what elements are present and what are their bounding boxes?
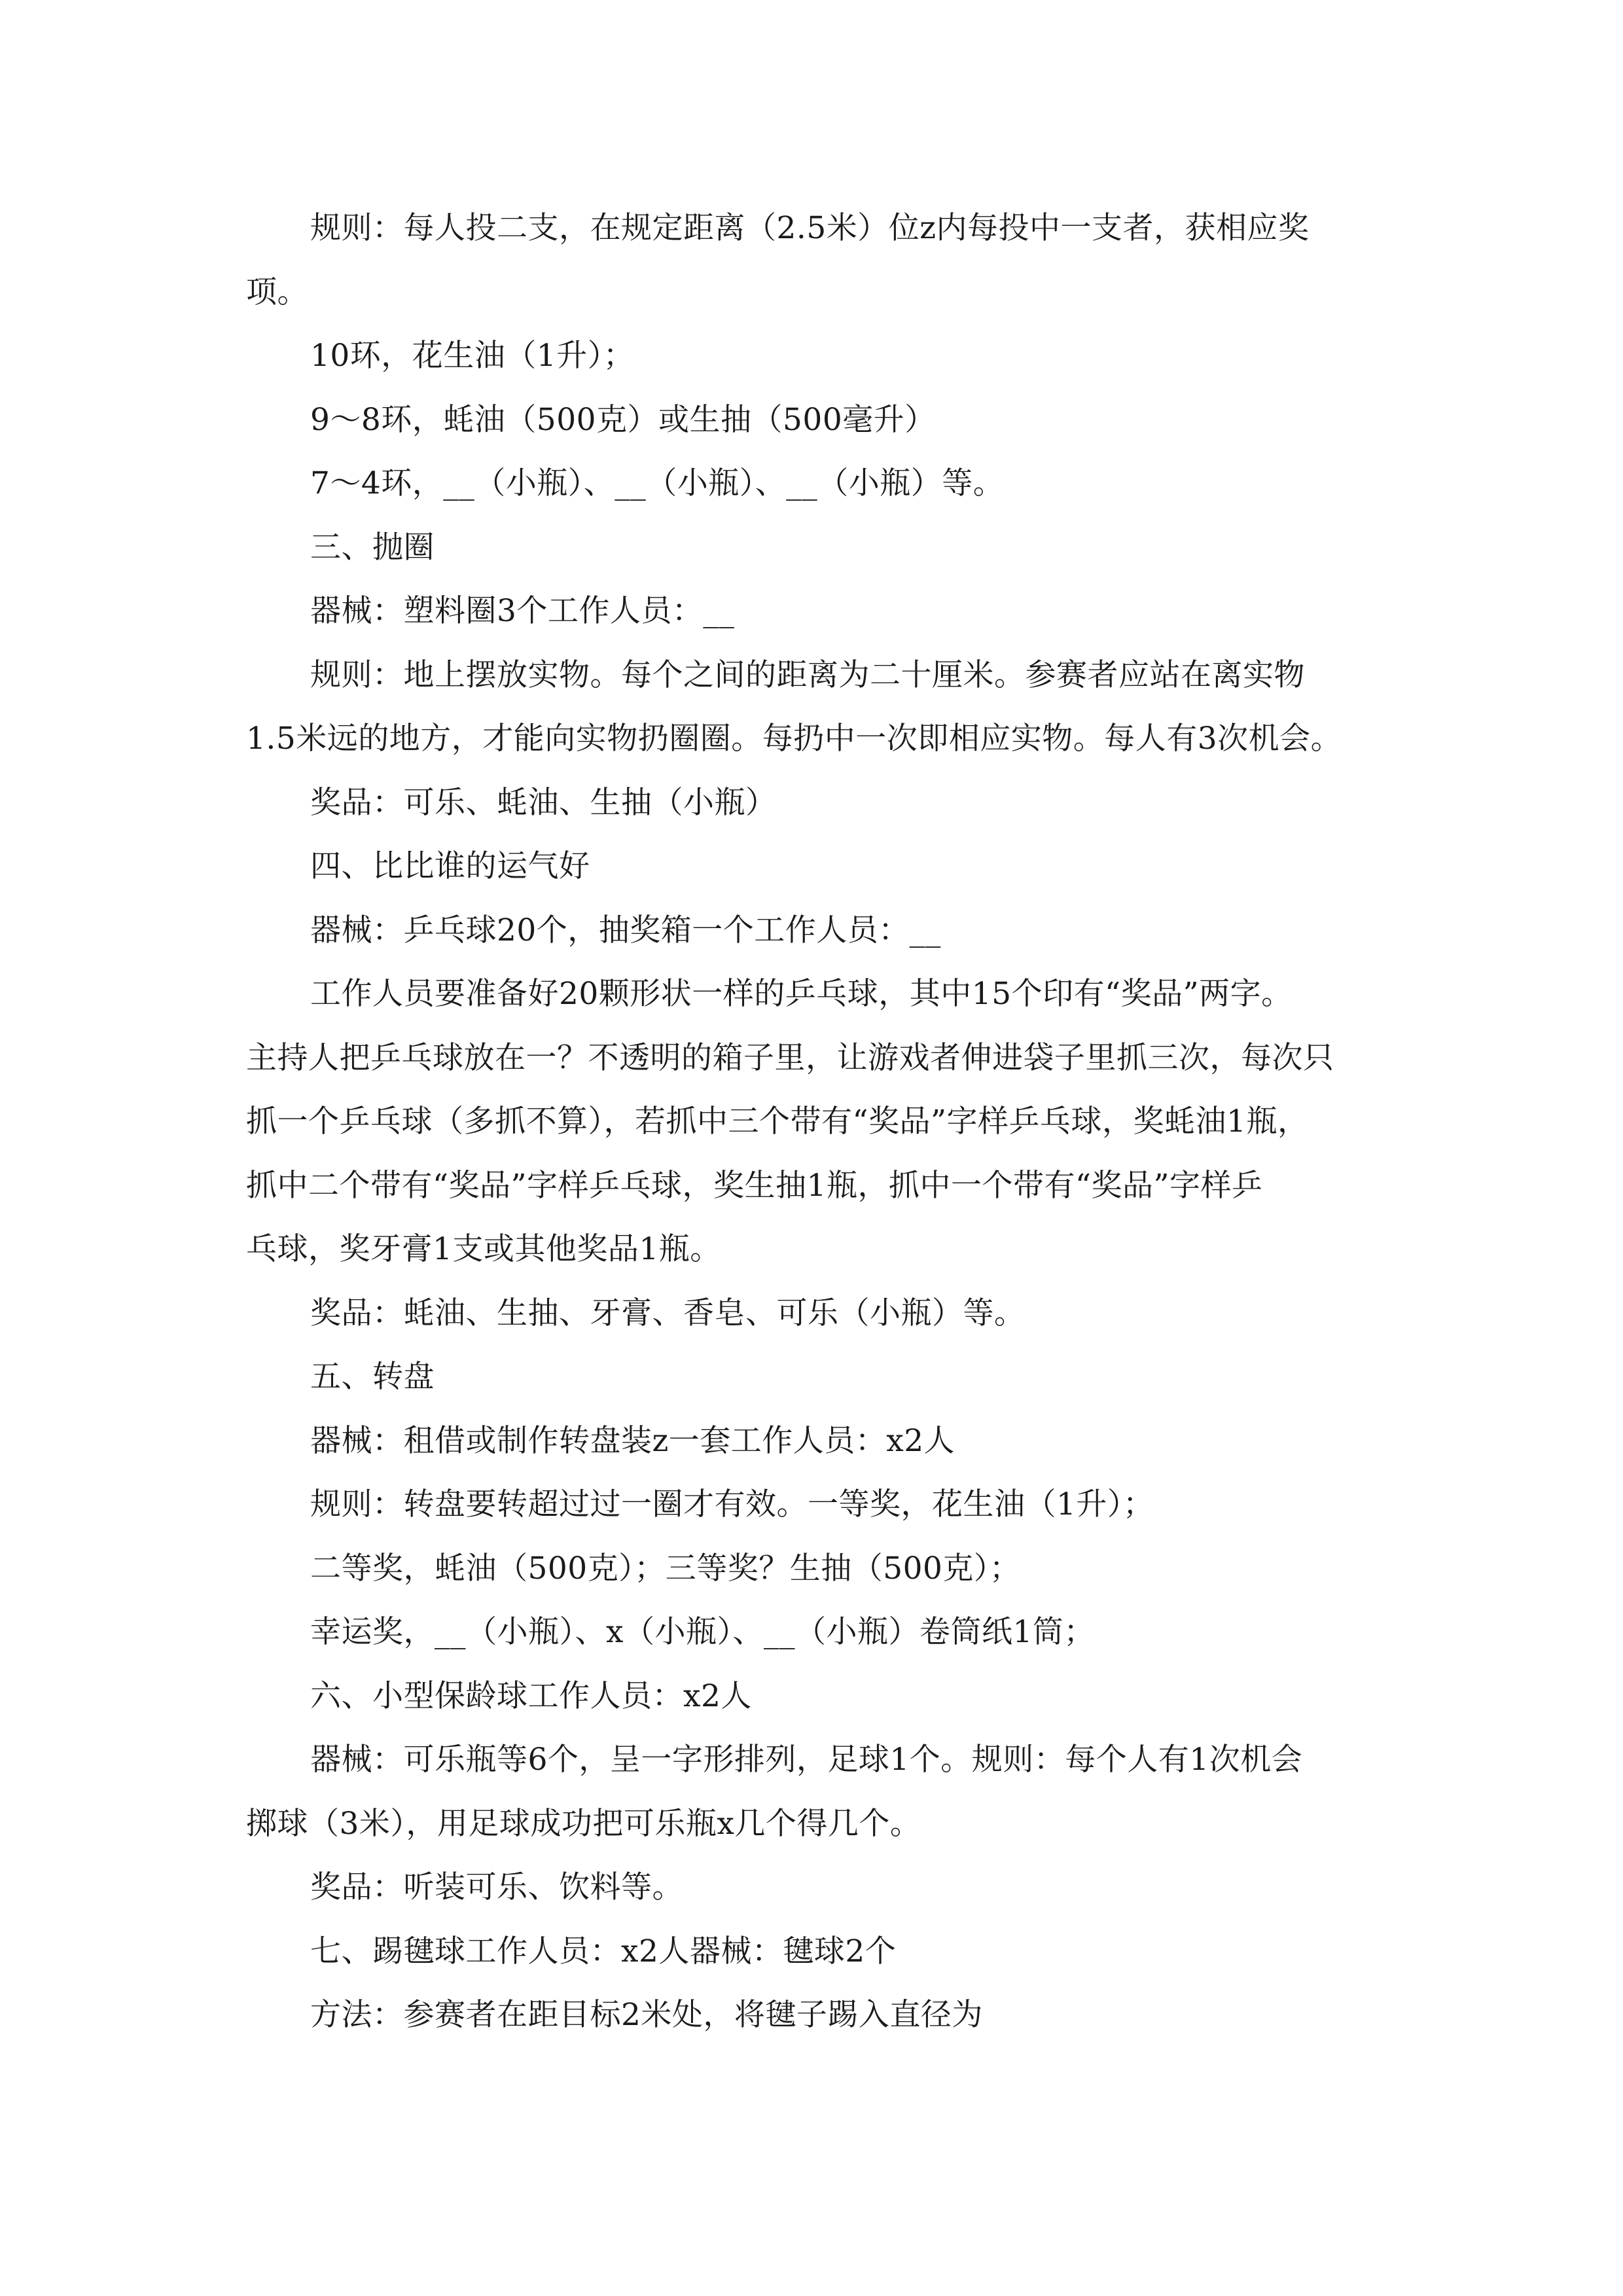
text-line: 幸运奖，__（小瓶）、x（小瓶）、__（小瓶）卷筒纸1筒； xyxy=(310,1614,1095,1650)
text-line: 抓一个乒乓球（多抓不算），若抓中三个带有“奖品”字样乒乓球，奖蚝油1瓶， xyxy=(246,1103,1309,1139)
text-line: 器械：乒乓球20个，抽奖箱一个工作人员：__ xyxy=(310,912,941,948)
text-line: 奖品：听装可乐、饮料等。 xyxy=(310,1869,683,1905)
text-line: 10环，花生油（1升）； xyxy=(310,338,635,374)
text-line: 奖品：蚝油、生抽、牙膏、香皂、可乐（小瓶）等。 xyxy=(310,1295,1026,1331)
text-line: 七、踢毽球工作人员：x2人器械：毽球2个 xyxy=(310,1933,897,1969)
text-line: 奖品：可乐、蚝油、生抽（小瓶） xyxy=(310,784,777,821)
text-line: 二等奖，蚝油（500克）；三等奖？生抽（500克）； xyxy=(310,1550,1021,1587)
text-line: 抓中二个带有“奖品”字样乒乓球，奖生抽1瓶，抓中一个带有“奖品”字样乒 xyxy=(246,1167,1263,1204)
text-line: 规则：转盘要转超过过一圈才有效。一等奖，花生油（1升）； xyxy=(310,1486,1154,1522)
text-line: 7～4环，__（小瓶）、__（小瓶）、__（小瓶）等。 xyxy=(310,465,1005,501)
text-line: 项。 xyxy=(246,274,308,310)
document-body xyxy=(246,196,1385,2047)
text-line: 9～8环，蚝油（500克）或生抽（500毫升） xyxy=(310,401,936,438)
text-line: 规则：每人投二支，在规定距离（2.5米）位z内每投中一支者，获相应奖 xyxy=(310,210,1310,246)
text-line: 六、小型保龄球工作人员：x2人 xyxy=(310,1677,752,1714)
text-line: 器械：可乐瓶等6个，呈一字形排列，足球1个。规则：每个人有1次机会 xyxy=(310,1742,1303,1778)
text-line: 四、比比谁的运气好 xyxy=(310,848,590,884)
text-line: 三、抛圈 xyxy=(310,529,435,565)
text-line: 掷球（3米），用足球成功把可乐瓶x几个得几个。 xyxy=(246,1805,921,1842)
text-line: 主持人把乒乓球放在一？不透明的箱子里，让游戏者伸进袋子里抓三次，每次只 xyxy=(246,1039,1334,1076)
text-line: 乓球，奖牙膏1支或其他奖品1瓶。 xyxy=(246,1231,721,1267)
text-line: 1.5米远的地方，才能向实物扔圈圈。每扔中一次即相应实物。每人有3次机会。 xyxy=(246,721,1342,757)
text-line: 器械：塑料圈3个工作人员：__ xyxy=(310,593,735,629)
text-line: 方法：参赛者在距目标2米处，将毽子踢入直径为 xyxy=(310,1997,983,2033)
text-line: 规则：地上摆放实物。每个之间的距离为二十厘米。参赛者应站在离实物 xyxy=(310,656,1305,693)
text-line: 五、转盘 xyxy=(310,1359,435,1395)
text-line: 器械：租借或制作转盘装z一套工作人员：x2人 xyxy=(310,1422,955,1459)
text-line: 工作人员要准备好20颗形状一样的乒乓球，其中15个印有“奖品”两字。 xyxy=(310,976,1293,1012)
